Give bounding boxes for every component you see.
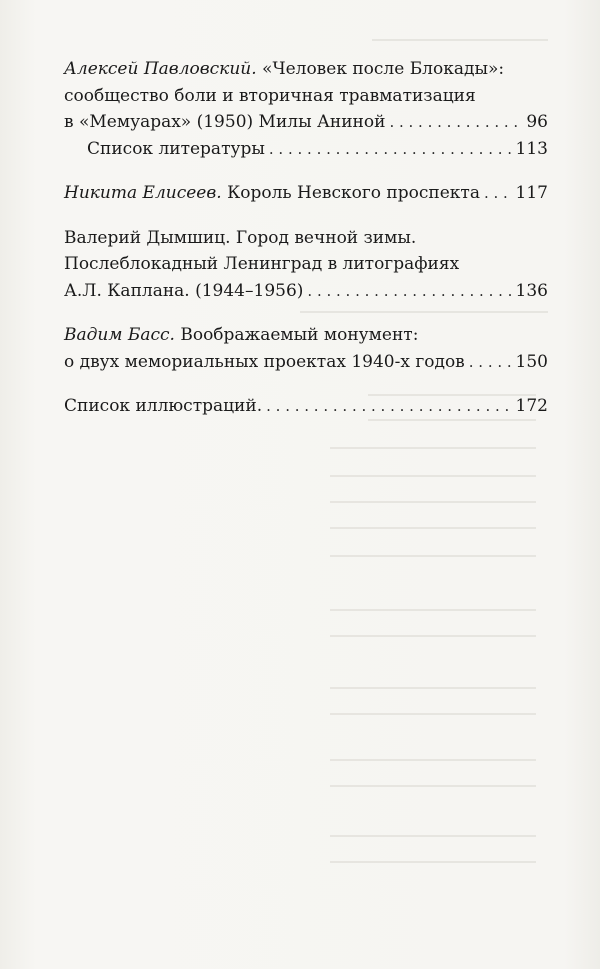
toc-title-part: в «Мемуарах» (1950) Милы Аниной: [64, 112, 386, 132]
toc-entry-first-line: [64, 322, 548, 349]
toc-page-number: 113: [515, 138, 548, 159]
toc-entry-first-line: [64, 56, 548, 83]
dot-leader: [307, 278, 511, 305]
dot-leader: [469, 349, 512, 376]
dot-leader: [484, 180, 512, 207]
toc-title-part: о двух мемориальных проектах 1940-х годов: [64, 351, 465, 372]
toc-entry-bass[interactable]: [64, 322, 548, 375]
dot-leader: [389, 109, 522, 136]
toc-entry-last-line: [64, 278, 548, 305]
toc-entry-text: [64, 180, 480, 207]
toc-entry-dymshits[interactable]: [64, 225, 548, 305]
toc-entry-illustrations[interactable]: [64, 393, 548, 420]
toc-title-part: сообщество боли и вторичная травматизация: [64, 85, 476, 106]
toc-subentry-title: Список литературы: [87, 138, 265, 159]
toc-entry-last-line: [64, 393, 548, 420]
toc-author: Вадим Басс.: [64, 325, 175, 345]
toc-entry-eliseev[interactable]: [64, 180, 548, 207]
toc-entry-pavlovsky[interactable]: [64, 56, 548, 162]
toc-title-part: «Человек после Блокады»:: [262, 59, 505, 79]
toc-title-part: Список иллюстраций.: [64, 396, 263, 416]
toc-subentry-bibliography[interactable]: [64, 136, 548, 163]
toc-entry-last-line: [64, 109, 548, 136]
table-of-contents: [64, 56, 548, 420]
toc-title-part: А.Л. Каплана. (1944–1956): [64, 280, 304, 301]
toc-title-part: Послеблокадный Ленинград в литографиях: [64, 254, 460, 274]
toc-page-number: 117: [515, 183, 548, 203]
toc-page-number: 150: [515, 351, 548, 372]
dot-leader: [266, 393, 511, 420]
toc-entry-last-line: [64, 180, 548, 207]
toc-title-part: Воображаемый монумент:: [180, 325, 419, 345]
toc-author: Никита Елисеев.: [64, 183, 222, 203]
toc-page-number: 96: [526, 112, 548, 132]
toc-page-number: 172: [515, 396, 548, 416]
toc-title-part: Король Невского проспекта: [227, 183, 480, 203]
toc-title-part: Валерий Дымшиц. Город вечной зимы.: [64, 227, 417, 248]
toc-entry-last-line: [64, 349, 548, 376]
toc-page-number: 136: [515, 280, 548, 301]
dot-leader: [269, 136, 512, 163]
toc-author: Алексей Павловский.: [64, 59, 257, 79]
